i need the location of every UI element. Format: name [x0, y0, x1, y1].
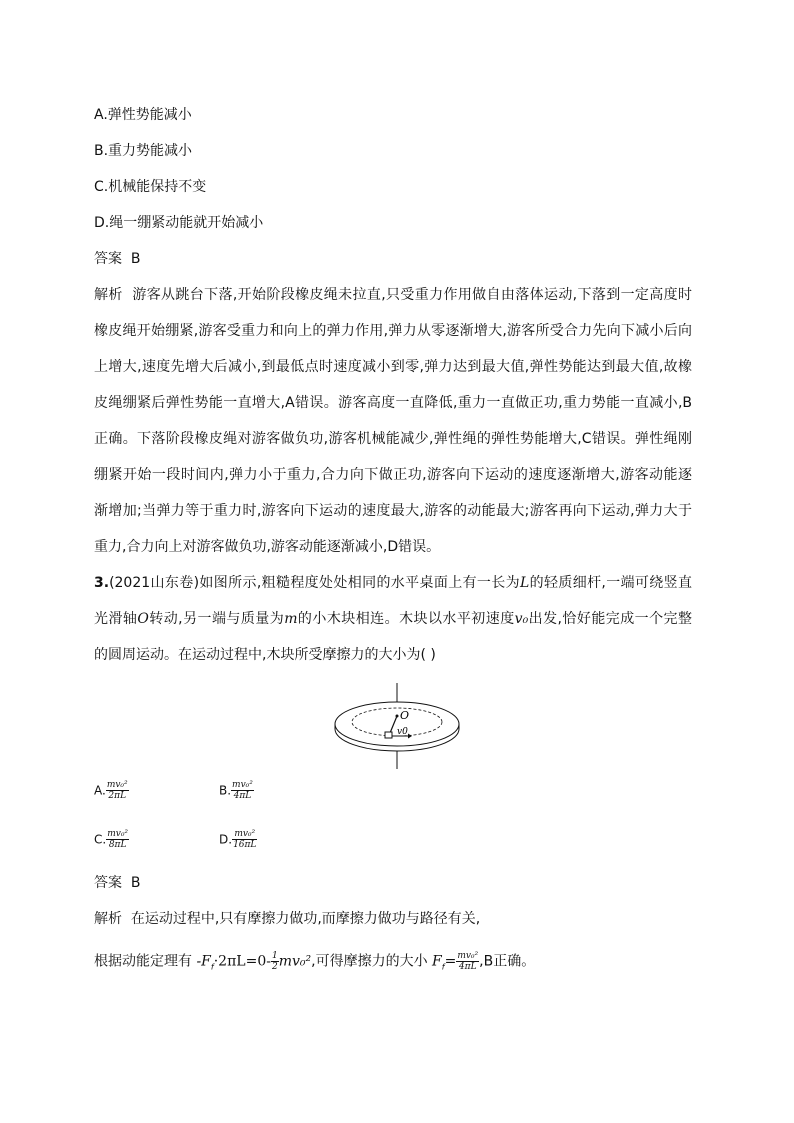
- q3-option-b: B. $\frac{\text{mv₀²}}{4\pi L}$: [219, 780, 253, 801]
- option-a: A.弹性势能减小: [94, 107, 192, 123]
- analysis-q2-line-3: 上增大,速度先增大后减小,到最低点时速度减小到零,弹力达到最大值,弹性势能达到最大值,故橡: [94, 359, 692, 375]
- answer-label: 答案: [94, 251, 122, 267]
- disc-top: [335, 702, 459, 746]
- analysis-q2-line-6: 绷紧开始一段时间内,弹力小于重力,合力向下做正功,游客向下运动的速度逐渐增大,游客动能逐: [94, 467, 692, 483]
- rotating-disc-figure: [330, 683, 470, 773]
- label-v0: v0: [397, 727, 408, 737]
- option-d: D.绳一绷紧动能就开始减小: [94, 215, 264, 231]
- analysis-q3-line-2: 根据动能定理有 $-F_f\cdot 2\pi L=0-$ $\frac{1}{2}$ mv₀²,可得摩擦力的大小 $F_f=$ $\frac{\text{mv₀²}}{4\pi L}$ ,B正确。: [94, 951, 536, 972]
- option-b: B.重力势能减小: [94, 143, 193, 159]
- analysis-q2-line-4: 皮绳绷紧后弹性势能一直增大,A错误。游客高度一直降低,重力一直做正功,重力势能一直减小,B: [94, 395, 692, 411]
- analysis-label: 解析: [94, 287, 123, 303]
- answer-q3: [94, 873, 141, 893]
- analysis-q2-line-8: 重力,合力向上对游客做负功,游客动能逐渐减小,D错误。: [94, 539, 441, 555]
- question-number: 3.: [94, 575, 110, 591]
- option-c: C.机械能保持不变: [94, 179, 207, 195]
- question3-line-1: 3.(2021山东卷)如图所示,粗糙程度处处相同的水平桌面上有一长为L的轻质细杆,一端可绕竖直: [94, 575, 692, 591]
- analysis-q2-line-7: 渐增加;当弹力等于重力时,游客向下运动的速度最大,游客的动能最大;游客再向下运动,弹力大于: [94, 503, 692, 519]
- label-o: O: [400, 709, 410, 722]
- analysis-q2-line-1: 解析 游客从跳台下落,开始阶段橡皮绳未拉直,只受重力作用做自由落体运动,下落到一定高度时: [94, 287, 692, 303]
- q3-option-c: C. $\frac{\text{mv₀²}}{8\pi L}$: [94, 829, 129, 850]
- q3-option-d: D. $\frac{\text{mv₀²}}{16\pi L}$: [219, 829, 257, 850]
- question-source: (2021山东卷): [109, 575, 200, 591]
- friction-fraction: $\frac{\text{mv₀²}}{4\pi L}$: [457, 951, 479, 972]
- answer-q2: [94, 249, 141, 269]
- pivot-o: [396, 715, 399, 718]
- analysis-q2-line-5: 正确。下落阶段橡皮绳对游客做负功,游客机械能减少,弹性绳的弹性势能增大,C错误。弹性绳刚: [94, 431, 692, 447]
- analysis-label: 解析: [94, 911, 122, 927]
- answer-value: B: [130, 875, 141, 891]
- answer-value: B: [130, 251, 141, 267]
- analysis-q2-line-2: 橡皮绳开始绷紧,游客受重力和向上的弹力作用,弹力从零逐渐增大,游客所受合力先向下减小后向: [94, 323, 692, 339]
- question3-line-3: 的圆周运动。在运动过程中,木块所受摩擦力的大小为( ): [94, 647, 436, 663]
- wood-block: [385, 732, 392, 738]
- question3-line-2: 光滑轴O转动,另一端与质量为m的小木块相连。木块以水平初速度v₀出发,恰好能完成一个完整: [94, 611, 693, 627]
- half-fraction: $\frac{1}{2}$: [271, 951, 278, 972]
- analysis-q3-line-1: 解析 在运动过程中,只有摩擦力做功,而摩擦力做功与路径有关,: [94, 911, 481, 927]
- answer-label: 答案: [94, 875, 122, 891]
- q3-option-a: A. $\frac{\text{mv₀²}}{2\pi L}$: [94, 780, 128, 801]
